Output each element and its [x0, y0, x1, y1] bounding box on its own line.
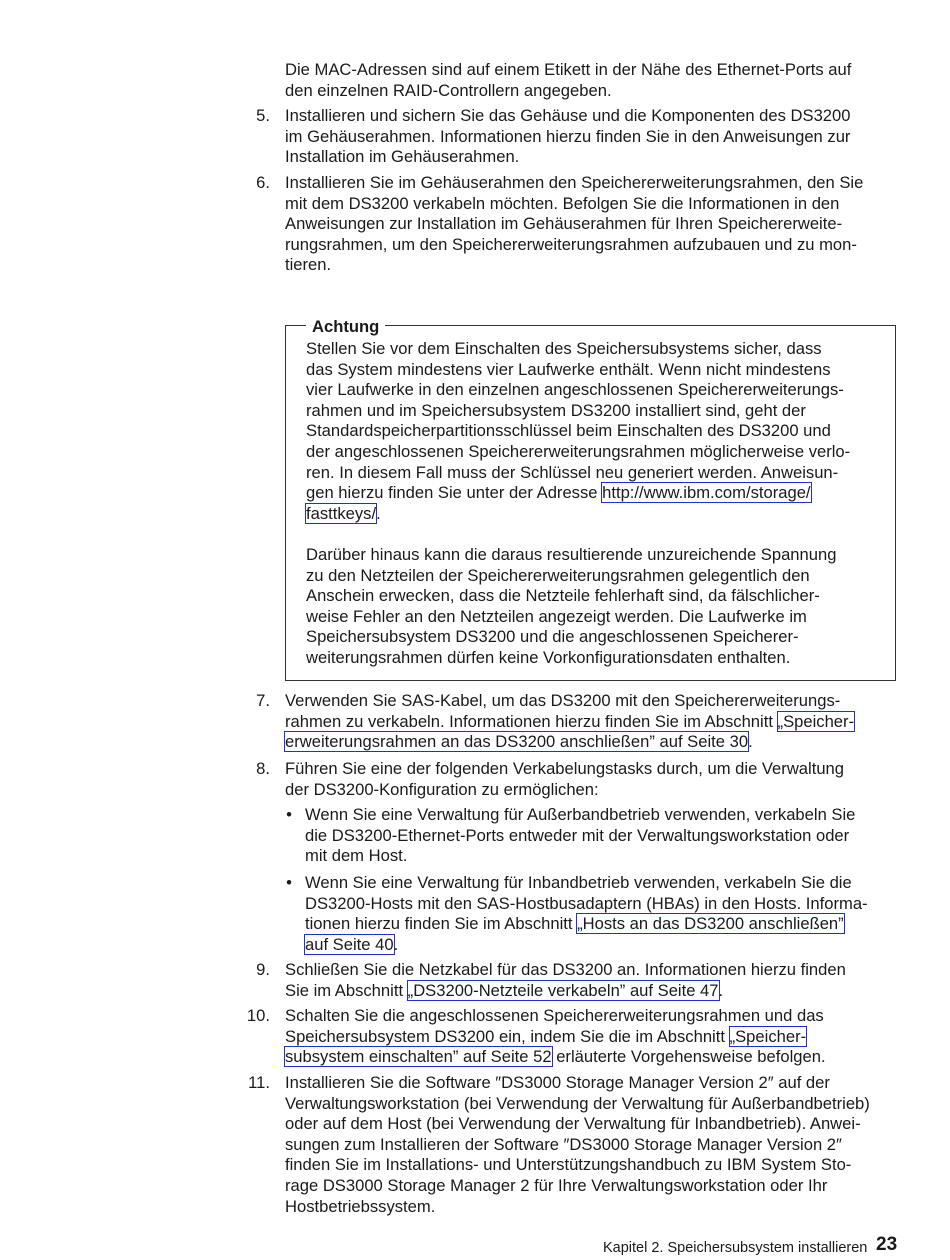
text-fragment: Sie im Abschnitt	[285, 980, 408, 1000]
text-line: mit dem DS3200 verkabeln möchten. Befolgen Sie die Informationen in den	[285, 193, 840, 213]
step-6-text	[285, 173, 863, 276]
text-line: Standardspeicherpartitionsschlüssel beim Einschalten des DS3200 und	[306, 421, 831, 441]
text-line: oder auf dem Host (bei Verwendung der Verwaltung für Inbandbetrieb). Anwei-	[285, 1114, 861, 1134]
text-fragment: rahmen zu verkabeln. Informationen hierzu finden Sie im Abschnitt	[285, 711, 778, 731]
step-9-text	[285, 960, 846, 1001]
text-line: Installieren und sichern Sie das Gehäuse und die Komponenten des DS3200	[285, 106, 851, 125]
bullet-1-text	[305, 805, 855, 867]
text-fragment: .	[748, 732, 753, 752]
text-line: zu den Netzteilen der Speichererweiterungsrahmen gelegentlich den	[306, 565, 810, 585]
text-line: das System mindestens vier Laufwerke enthält. Wenn nicht mindestens	[306, 359, 831, 379]
bullet-marker: •	[286, 873, 292, 892]
text-line: Verwenden Sie SAS-Kabel, um das DS3200 mit den Speichererweiterungs-	[285, 691, 841, 710]
bullet-marker: •	[286, 805, 292, 824]
text-line: Installieren Sie im Gehäuserahmen den Speichererweiterungsrahmen, den Sie	[285, 173, 864, 192]
netzteile-verkabeln-link[interactable]: „DS3200-Netzteile verkabeln” auf Seite 47	[407, 980, 719, 1000]
speichersubsystem-einschalten-link-continued[interactable]: subsystem einschalten” auf Seite 52	[285, 1047, 552, 1067]
text-line	[305, 914, 868, 935]
text-line: vier Laufwerke in den einzelnen angeschlossenen Speichererweiterungs-	[306, 380, 844, 400]
text-fragment: .	[376, 503, 381, 523]
text-fragment: Speichersubsystem DS3200 ein, indem Sie die im Abschnitt	[285, 1026, 730, 1046]
speichererweiterungsrahmen-link-continued[interactable]: erweiterungsrahmen an das DS3200 anschließen” auf Seite 30	[285, 732, 749, 752]
text-line: Wenn Sie eine Verwaltung für Außerbandbetrieb verwenden, verkabeln Sie	[305, 805, 856, 824]
text-line: Speichersubsystem DS3200 und die angeschlossenen Speicherer-	[306, 627, 799, 647]
notice-paragraph-2	[306, 545, 836, 669]
text-line: finden Sie im Installations- und Unterstützungshandbuch zu IBM System Sto-	[285, 1155, 852, 1175]
text-line: rungsrahmen, um den Speichererweiterungsrahmen aufzubauen und zu mon-	[285, 234, 857, 254]
text-fragment: erläuterte Vorgehensweise befolgen.	[551, 1047, 826, 1067]
step-number: 10.	[246, 1006, 270, 1025]
text-line: der angeschlossenen Speichererweiterungsrahmen möglicherweise verlo-	[306, 441, 851, 461]
text-line: rage DS3000 Storage Manager 2 für Ihre Verwaltungsworkstation oder Ihr	[285, 1175, 828, 1195]
notice-title: Achtung	[306, 317, 385, 338]
page-number: 23	[876, 1234, 898, 1255]
text-fragment: gen hierzu finden Sie unter der Adresse	[306, 483, 603, 503]
text-line: DS3200-Hosts mit den SAS-Hostbusadaptern (HBAs) in den Hosts. Informa-	[305, 893, 868, 913]
text-fragment: .	[718, 980, 724, 1000]
step-number: 8.	[256, 759, 270, 778]
intro-paragraph	[285, 60, 851, 101]
text-line: mit dem Host.	[305, 846, 408, 866]
text-line: der DS3200-Konfiguration zu ermöglichen:	[285, 779, 599, 799]
step-7-text	[285, 691, 854, 753]
text-line	[285, 732, 854, 753]
text-line: sungen zum Installieren der Software ″DS3000 Storage Manager Version 2″	[285, 1134, 842, 1154]
text-line: im Gehäuserahmen. Informationen hierzu finden Sie in den Anweisungen zur	[285, 126, 851, 146]
speichersubsystem-einschalten-link[interactable]: „Speicher-	[729, 1026, 807, 1046]
text-line: Anschein erwecken, dass die Netzteile fehlerhaft sind, da fälschlicher-	[306, 586, 820, 606]
text-line	[285, 1027, 826, 1048]
hosts-anschliessen-link-continued[interactable]: auf Seite 40	[305, 934, 394, 954]
footer-chapter-title: Kapitel 2. Speichersubsystem installieren	[603, 1240, 868, 1256]
text-line: ren. In diesem Fall muss der Schlüssel neu generiert werden. Anweisun-	[306, 462, 839, 482]
notice-paragraph-1	[306, 339, 850, 524]
step-number: 7.	[256, 691, 270, 710]
step-number: 9.	[256, 960, 270, 979]
text-line	[306, 504, 850, 525]
text-line: weiterungsrahmen dürfen keine Vorkonfigurationsdaten enthalten.	[306, 647, 791, 667]
text-line	[285, 981, 846, 1002]
text-line: rahmen und im Speichersubsystem DS3200 installiert sind, geht der	[306, 400, 806, 420]
ibm-fasttkeys-link[interactable]: http://www.ibm.com/storage/	[602, 483, 811, 503]
text-line: Installation im Gehäuserahmen.	[285, 147, 520, 167]
speichererweiterungsrahmen-link[interactable]: „Speicher-	[777, 711, 855, 731]
text-line: Verwaltungsworkstation (bei Verwendung der Verwaltung für Außerbandbetrieb)	[285, 1093, 870, 1113]
text-line: Installieren Sie die Software ″DS3000 Storage Manager Version 2″ auf der	[285, 1073, 830, 1092]
step-5-text	[285, 106, 851, 168]
text-line: Darüber hinaus kann die daraus resultierende unzureichende Spannung	[306, 545, 837, 564]
text-line: Die MAC-Adressen sind auf einem Etikett in der Nähe des Ethernet-Ports auf	[285, 60, 852, 79]
text-line: Stellen Sie vor dem Einschalten des Speichersubsystems sicher, dass	[306, 339, 822, 358]
text-fragment: tionen hierzu finden Sie im Abschnitt	[305, 914, 578, 934]
text-line: Schließen Sie die Netzkabel für das DS3200 an. Informationen hierzu finden	[285, 960, 846, 979]
step-8-text	[285, 759, 844, 800]
step-number: 5.	[256, 106, 270, 125]
text-line	[305, 935, 868, 956]
text-fragment: .	[393, 934, 399, 954]
text-line	[285, 712, 854, 733]
text-line: Wenn Sie eine Verwaltung für Inbandbetrieb verwenden, verkabeln Sie die	[305, 873, 852, 892]
text-line: Hostbetriebssystem.	[285, 1196, 436, 1216]
text-line: die DS3200-Ethernet-Ports entweder mit der Verwaltungsworkstation oder	[305, 825, 850, 845]
text-line: Anweisungen zur Installation im Gehäuserahmen für Ihren Speichererweite-	[285, 214, 843, 234]
bullet-2-text	[305, 873, 868, 955]
step-number: 6.	[256, 173, 270, 192]
text-line	[306, 483, 850, 504]
text-line: tieren.	[285, 255, 332, 275]
text-line: Führen Sie eine der folgenden Verkabelungstasks durch, um die Verwaltung	[285, 759, 845, 778]
hosts-anschliessen-link[interactable]: „Hosts an das DS3200 anschließen”	[577, 914, 844, 934]
text-line: den einzelnen RAID-Controllern angegeben.	[285, 80, 612, 100]
step-11-text	[285, 1073, 870, 1217]
step-10-text	[285, 1006, 826, 1068]
text-line	[285, 1047, 826, 1068]
text-line: weise Fehler an den Netzteilen angezeigt werden. Die Laufwerke im	[306, 606, 807, 626]
ibm-fasttkeys-link-continued[interactable]: fasttkeys/	[306, 503, 377, 523]
step-number: 11.	[248, 1073, 270, 1092]
text-line: Schalten Sie die angeschlossenen Speichererweiterungsrahmen und das	[285, 1006, 824, 1025]
